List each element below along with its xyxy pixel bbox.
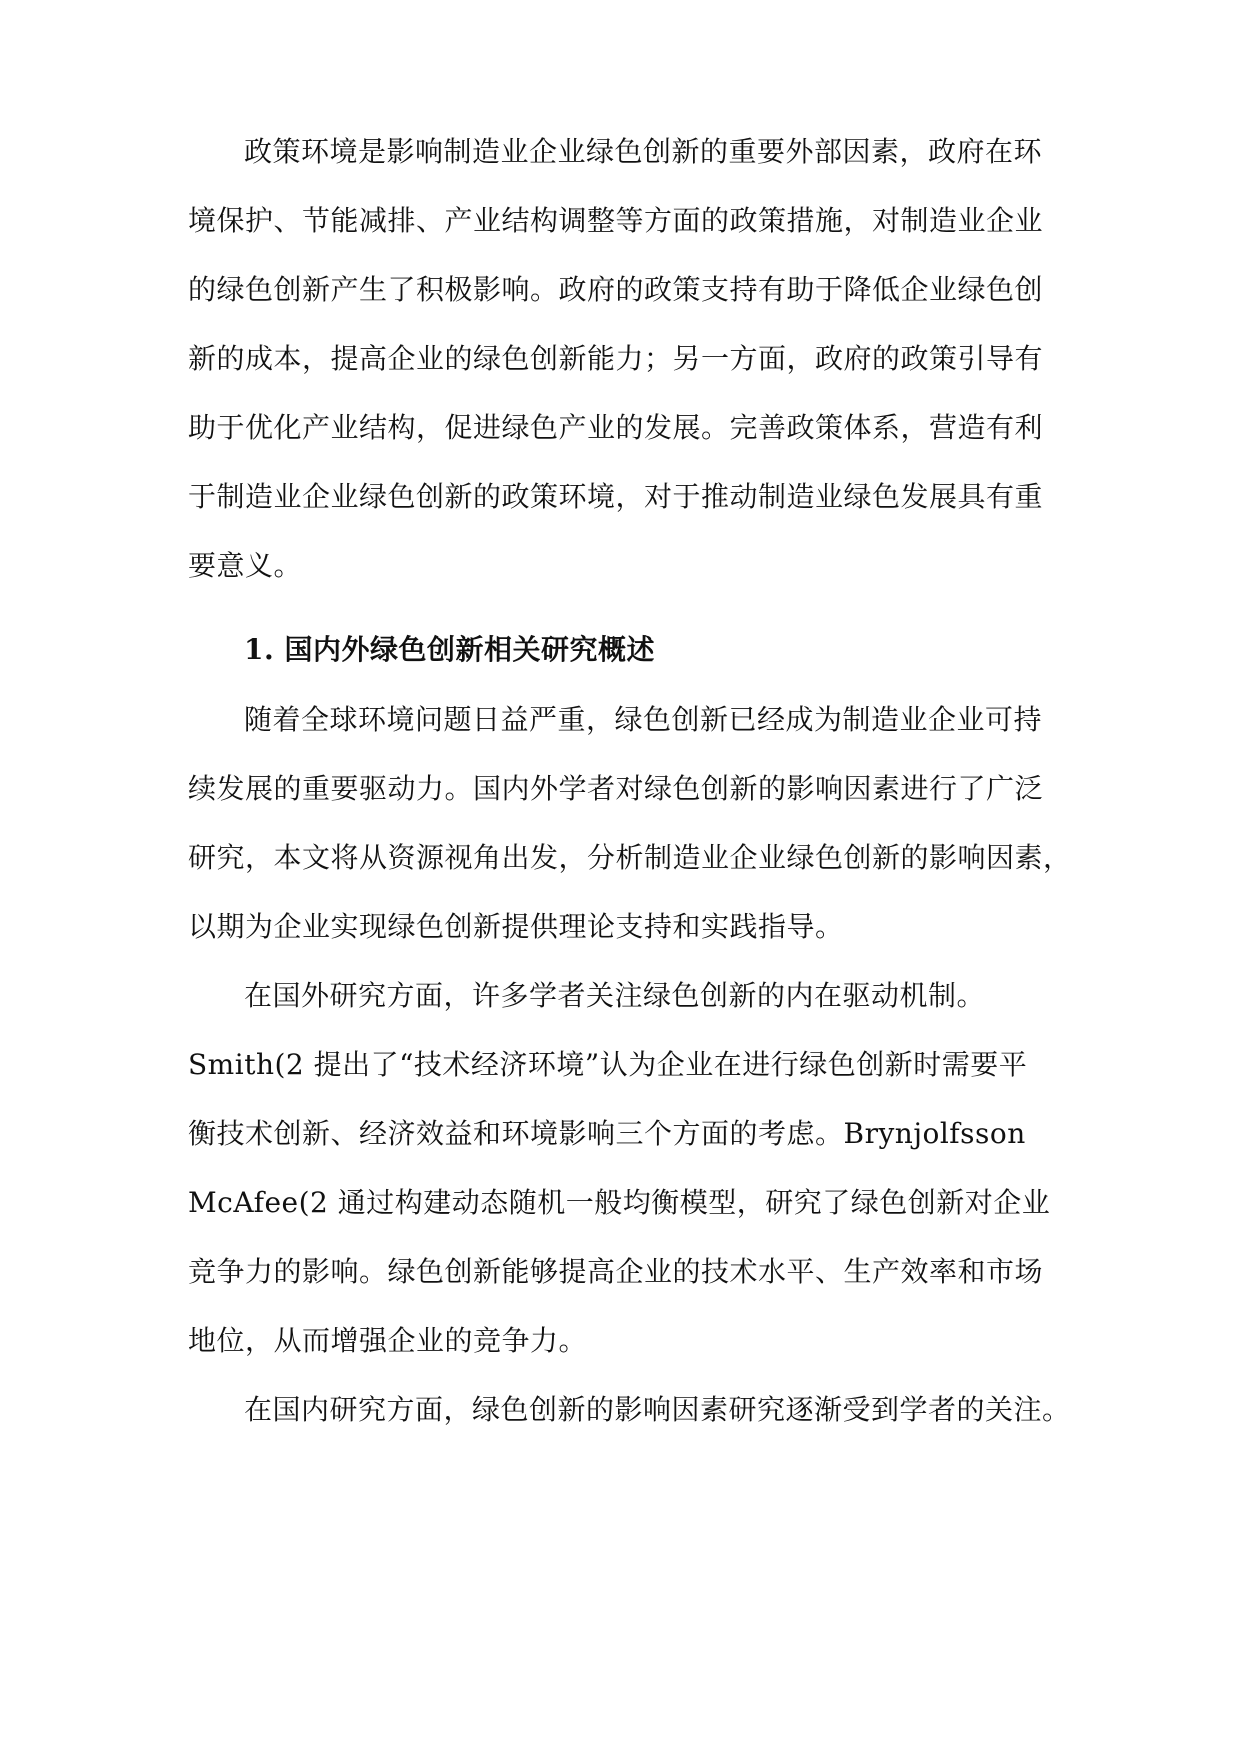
paragraph-3-line-3: 衡技术创新、经济效益和环境影响三个方面的考虑。Brynjolfsson: [188, 1117, 1026, 1150]
paragraph-2-line-1: 随着全球环境问题日益严重，绿色创新已经成为制造业企业可持: [244, 703, 1043, 736]
paragraph-1-line-6: 于制造业企业绿色创新的政策环境，对于推动制造业绿色发展具有重: [188, 480, 1044, 513]
paragraph-2-line-4: 以期为企业实现绿色创新提供理论支持和实践指导。: [188, 910, 844, 943]
paragraph-1-line-7: 要意义。: [188, 549, 303, 582]
paragraph-1-line-5: 助于优化产业结构，促进绿色产业的发展。完善政策体系，营造有利: [188, 411, 1044, 444]
paragraph-1-line-2: 境保护、节能减排、产业结构调整等方面的政策措施，对制造业企业: [188, 204, 1044, 237]
paragraph-3-line-4: McAfee(2 通过构建动态随机一般均衡模型，研究了绿色创新对企业: [188, 1186, 1051, 1219]
paragraph-3-line-5: 竞争力的影响。绿色创新能够提高企业的技术水平、生产效率和市场: [188, 1255, 1044, 1288]
paragraph-4-line-1: 在国内研究方面，绿色创新的影响因素研究逐渐受到学者的关注。: [244, 1393, 1071, 1426]
paragraph-1-line-1: 政策环境是影响制造业企业绿色创新的重要外部因素，政府在环: [244, 135, 1043, 168]
paragraph-2-line-3: 研究，本文将从资源视角出发，分析制造业企业绿色创新的影响因素，: [188, 841, 1072, 874]
section-heading: 1. 国内外绿色创新相关研究概述: [244, 633, 655, 666]
paragraph-2-line-2: 续发展的重要驱动力。国内外学者对绿色创新的影响因素进行了广泛: [188, 772, 1044, 805]
paragraph-3-line-1: 在国外研究方面，许多学者关注绿色创新的内在驱动机制。: [244, 979, 986, 1012]
paragraph-1-line-4: 新的成本，提高企业的绿色创新能力；另一方面，政府的政策引导有: [188, 342, 1044, 375]
paragraph-1-line-3: 的绿色创新产生了积极影响。政府的政策支持有助于降低企业绿色创: [188, 273, 1044, 306]
paragraph-3-line-6: 地位，从而增强企业的竞争力。: [188, 1324, 588, 1357]
paragraph-3-line-2: Smith(2 提出了“技术经济环境”认为企业在进行绿色创新时需要平: [188, 1048, 1028, 1081]
